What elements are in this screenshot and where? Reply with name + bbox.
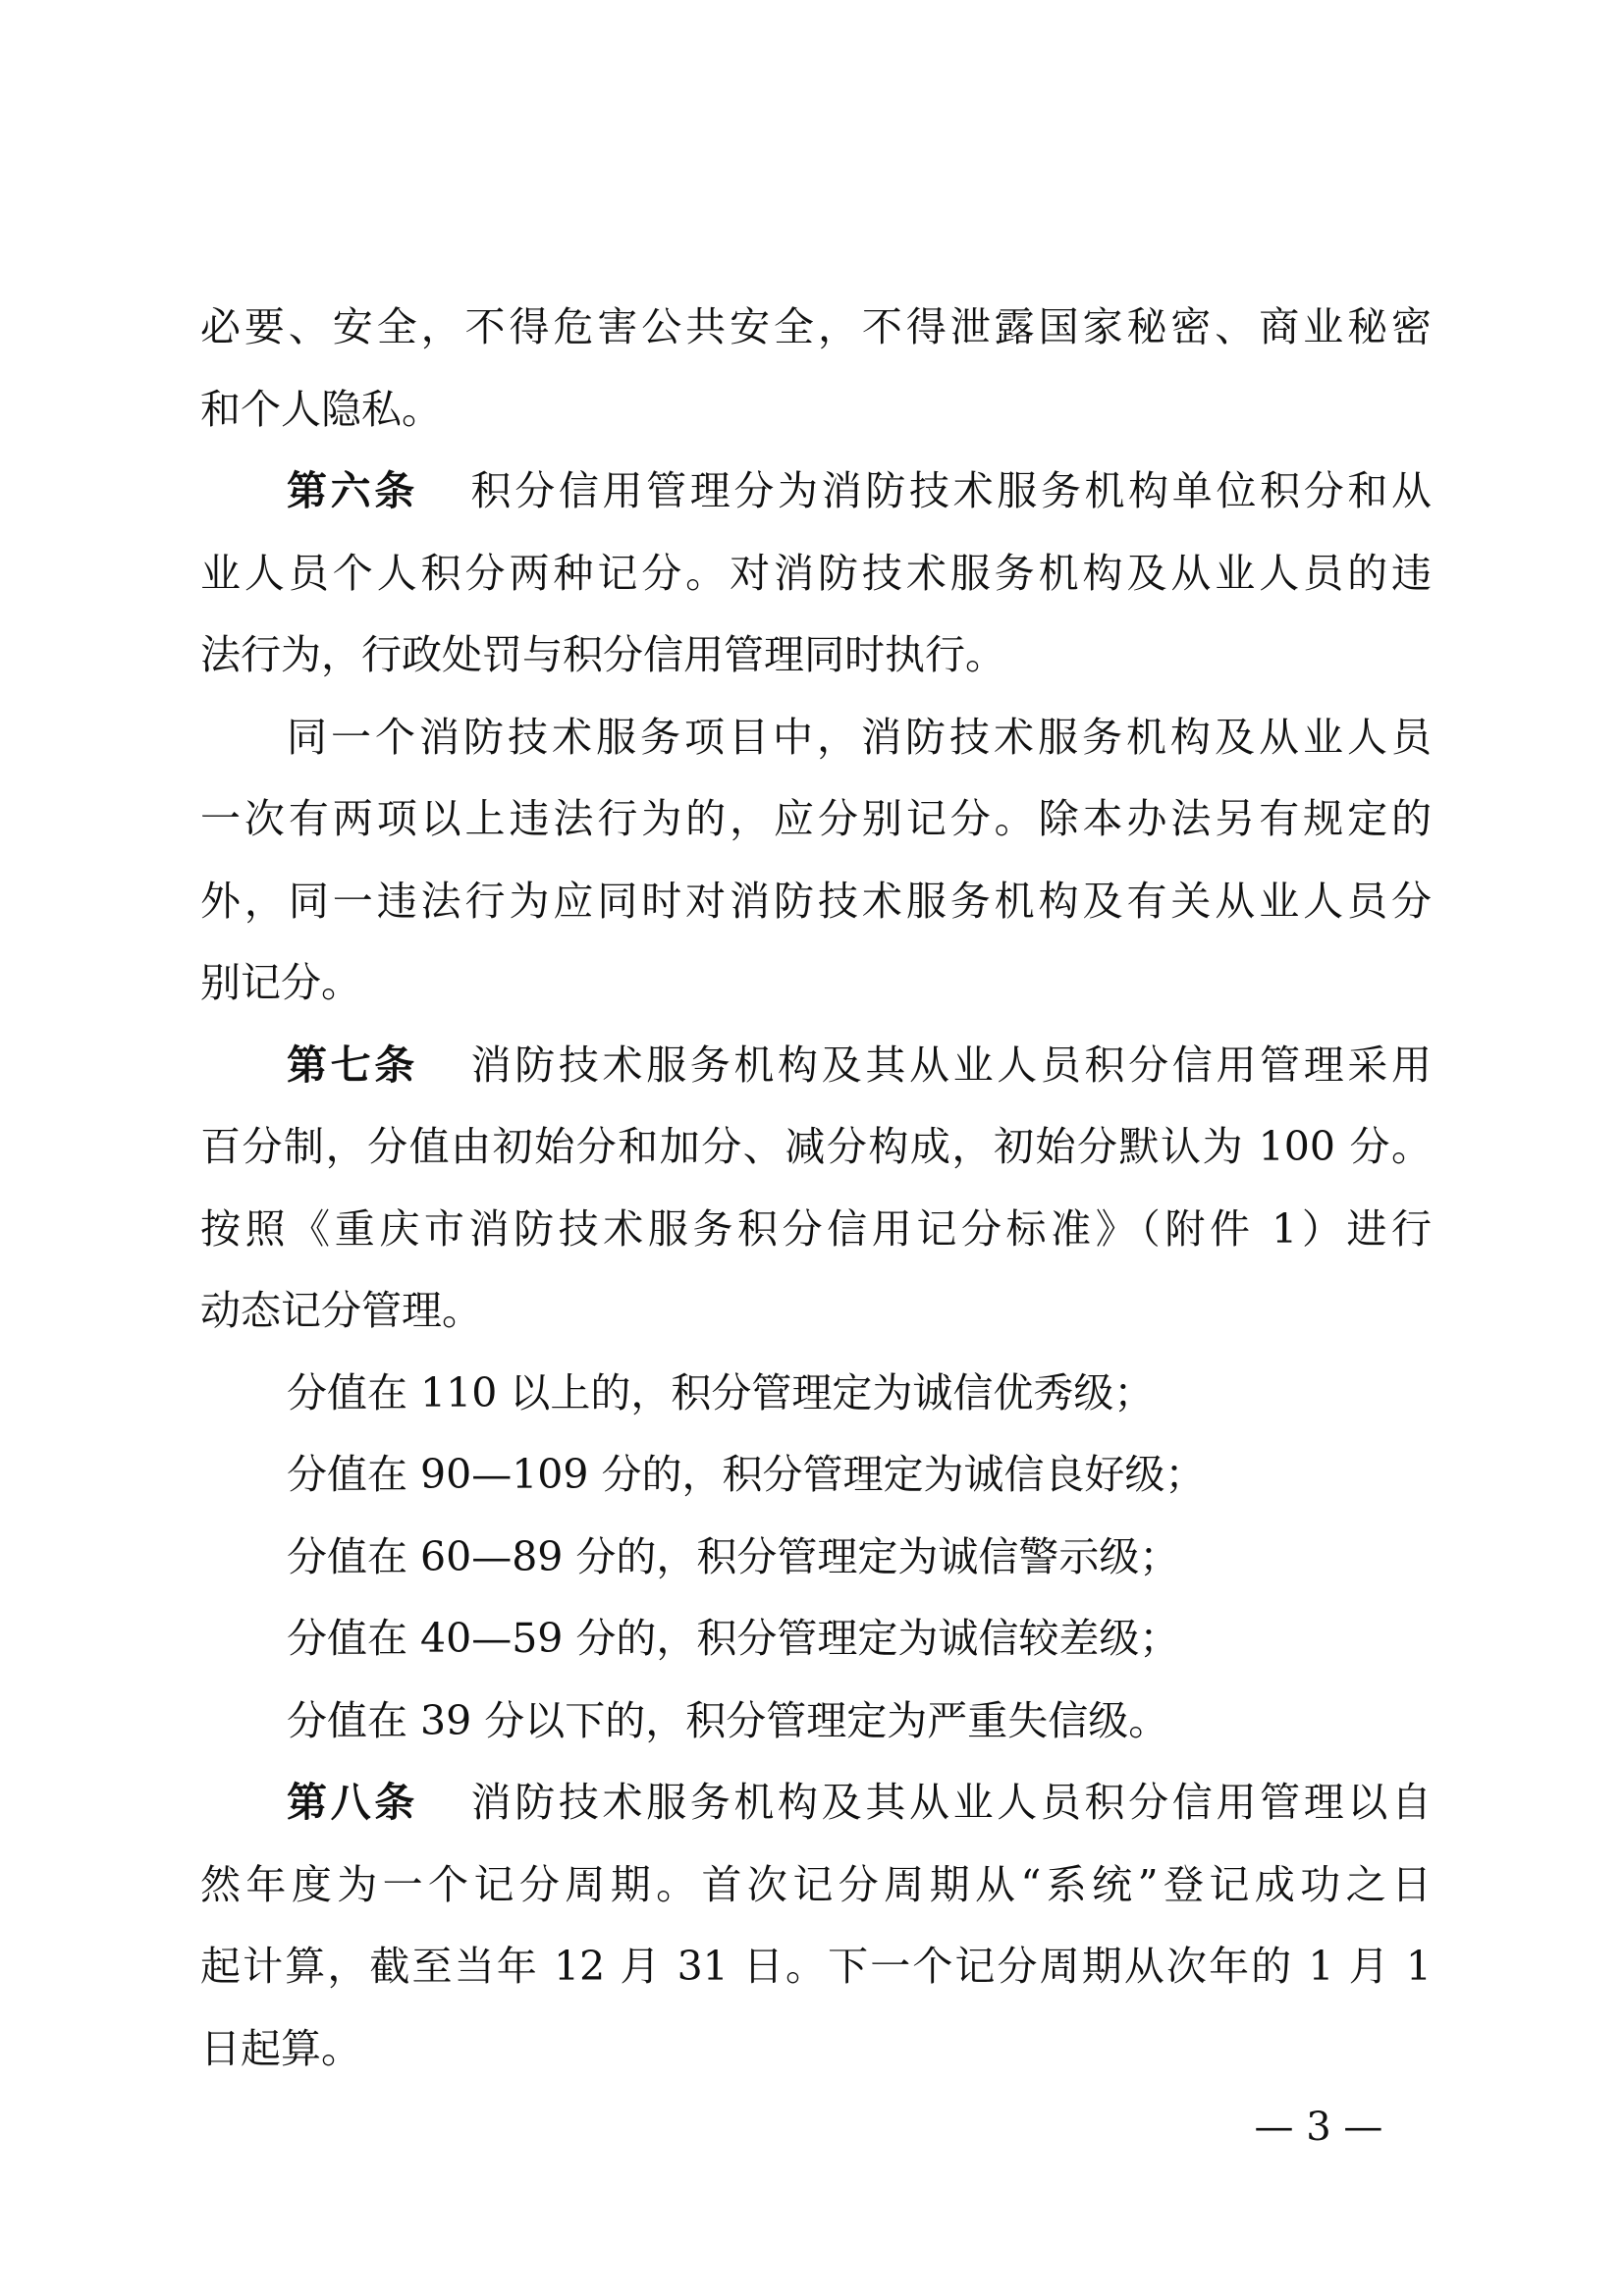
article-heading: 第八条 xyxy=(287,1779,418,1826)
text-line: 和个人隐私。 xyxy=(200,385,442,433)
text-line: 外，同一违法行为应同时对消防技术服务机构及有关从业人员分 xyxy=(200,877,1432,925)
body-text xyxy=(200,287,1432,2090)
score-level-item: 分值在 110 以上的，积分管理定为诚信优秀级； xyxy=(287,1368,1155,1416)
text-line: 百分制，分值由初始分和加分、减分构成，初始分默认为 100 分。 xyxy=(200,1123,1432,1170)
page-number: — 3 — xyxy=(1254,2105,1383,2150)
text-line: 一次有两项以上违法行为的，应分别记分。除本办法另有规定的 xyxy=(200,795,1432,842)
article-6-line: 第六条 积分信用管理分为消防技术服务机构单位积分和从 xyxy=(287,467,1432,514)
article-8-line: 第八条 消防技术服务机构及其从业人员积分信用管理以自 xyxy=(287,1779,1432,1826)
article-7-line: 第七条 消防技术服务机构及其从业人员积分信用管理采用 xyxy=(287,1041,1432,1089)
text-line: 别记分。 xyxy=(200,959,361,1006)
text-line: 动态记分管理。 xyxy=(200,1287,482,1334)
text-line: 然年度为一个记分周期。首次记分周期从“系统”登记成功之日 xyxy=(200,1860,1432,1908)
text-line: 按照《重庆市消防技术服务积分信用记分标准》（附件 1）进行 xyxy=(200,1204,1432,1253)
article-heading: 第七条 xyxy=(287,1041,418,1089)
article-heading: 第六条 xyxy=(287,467,418,514)
score-level-item: 分值在 60—89 分的，积分管理定为诚信警示级； xyxy=(287,1532,1180,1580)
score-level-item: 分值在 90—109 分的，积分管理定为诚信良好级； xyxy=(287,1451,1206,1498)
text-line: 法行为，行政处罚与积分信用管理同时执行。 xyxy=(200,631,1005,678)
text-line: 同一个消防技术服务项目中，消防技术服务机构及从业人员 xyxy=(287,713,1432,761)
text-line: 日起算。 xyxy=(200,2024,361,2072)
score-level-item: 分值在 39 分以下的，积分管理定为严重失信级。 xyxy=(287,1696,1169,1744)
text-line: 业人员个人积分两种记分。对消防技术服务机构及从业人员的违 xyxy=(200,549,1432,597)
text-line: 必要、安全，不得危害公共安全，不得泄露国家秘密、商业秘密 xyxy=(200,303,1432,350)
text-line: 起计算，截至当年 12 月 31 日。下一个记分周期从次年的 1 月 1 xyxy=(200,1943,1432,1990)
score-level-item: 分值在 40—59 分的，积分管理定为诚信较差级； xyxy=(287,1615,1180,1662)
